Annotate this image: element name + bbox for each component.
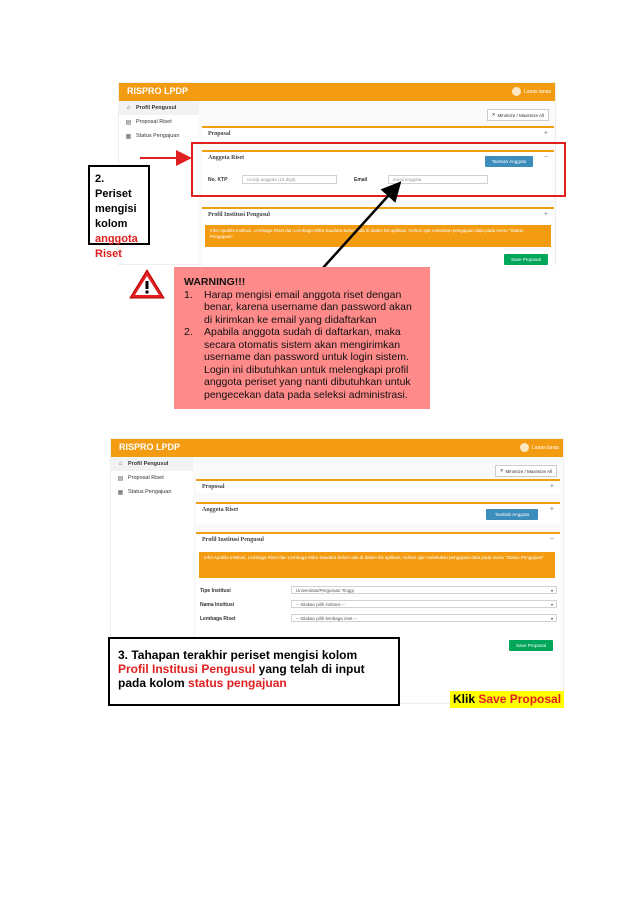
table-icon: ▦ bbox=[117, 489, 124, 496]
callout-text-highlight: status pengajuan bbox=[188, 676, 287, 690]
warning-box bbox=[174, 267, 430, 409]
collapse-icon: ✕ bbox=[499, 468, 504, 473]
nama-institusi-select[interactable] bbox=[291, 600, 557, 608]
sidebar-item-label: Proposal Riset bbox=[128, 475, 164, 481]
sidebar-item-label: Status Pengajuan bbox=[128, 489, 172, 495]
save-proposal-button[interactable]: Save Proposal bbox=[504, 254, 548, 265]
select-value: -- Silakan pilih lembaga riset -- bbox=[296, 615, 357, 621]
klik-text-highlight: Save Proposal bbox=[478, 692, 562, 706]
sidebar-item-label: Profil Pengusul bbox=[128, 461, 169, 467]
table-icon: ▦ bbox=[125, 133, 132, 140]
warning-title: WARNING!!! bbox=[184, 276, 246, 288]
warning-item-number: 1. bbox=[184, 288, 193, 301]
callout-text-highlight: Profil Institusi Pengusul bbox=[118, 662, 256, 676]
caret-down-icon: ▾ bbox=[550, 588, 553, 593]
panel-title: Profil Institusi Pengusul bbox=[208, 212, 270, 218]
sidebar-item-label: Profil Pengusul bbox=[136, 105, 177, 111]
home-icon: ⌂ bbox=[118, 461, 123, 467]
callout-profil-institusi bbox=[108, 637, 400, 706]
panel-title: Proposal bbox=[208, 131, 231, 137]
panel-title: Proposal bbox=[202, 484, 225, 490]
minus-icon[interactable]: − bbox=[549, 536, 554, 543]
email-input[interactable]: email anggota bbox=[388, 175, 488, 184]
info-alert: Info! Apabila Institusi, Lembaga Riset dan Lembaga Mitra Saudara belum ada di dalam list aplikasi, mohon ajar melaukan pengajuan data pada menu "Status Pengajuan" bbox=[205, 225, 551, 247]
document-icon: ▤ bbox=[117, 475, 124, 482]
warning-triangle-icon bbox=[128, 268, 166, 300]
tipe-institusi-select[interactable] bbox=[291, 586, 557, 594]
callout-line: anggota bbox=[95, 233, 138, 245]
app-brand[interactable]: RISPRO LPDP bbox=[119, 442, 181, 452]
select-value: -- Silakan pilih institusi -- bbox=[296, 601, 345, 607]
warning-item bbox=[184, 326, 420, 401]
panel-title: Profil Institusi Pengusul bbox=[202, 537, 264, 543]
caret-down-icon: ▾ bbox=[550, 602, 553, 607]
user-name: Lanas lanas bbox=[532, 444, 559, 451]
warning-item-number: 2. bbox=[184, 326, 193, 338]
panel-anggota-riset bbox=[196, 502, 560, 524]
tambah-anggota-button[interactable]: Tambah Anggota bbox=[485, 156, 533, 167]
app-brand[interactable]: RISPRO LPDP bbox=[127, 86, 189, 96]
minimize-label: Minimize / Maximize All bbox=[505, 468, 552, 474]
callout-text: 3. Tahapan terakhir periset mengisi kolom bbox=[118, 648, 358, 662]
ktp-label: No. KTP bbox=[208, 177, 228, 183]
ktp-input[interactable]: no.ktp anggota (16 digit) bbox=[242, 175, 337, 184]
sidebar-item-label: Proposal Riset bbox=[136, 119, 172, 125]
info-alert: Info! Apabila Institusi, Lembaga Riset dan Lembaga Mitra Saudara belum ada di dalam list aplikasi, mohon ajar melakukan pengajuan data pada menu "Status Pengajuan" bbox=[199, 552, 555, 578]
warning-item-text: Harap mengisi email anggota riset dengan benar, karena username dan password akan di kirimkan ke email yang didaftarkan bbox=[204, 288, 412, 326]
panel-proposal bbox=[196, 479, 560, 493]
sidebar-item-label: Status Pengajuan bbox=[136, 133, 180, 139]
klik-save-label bbox=[450, 691, 564, 708]
collapse-icon: ✕ bbox=[491, 112, 496, 117]
sidebar-item-proposal[interactable] bbox=[111, 471, 193, 485]
plus-icon[interactable]: + bbox=[549, 483, 554, 490]
tambah-anggota-button[interactable]: Tambah Anggota bbox=[486, 509, 538, 520]
user-menu[interactable] bbox=[520, 443, 559, 452]
plus-icon[interactable]: + bbox=[543, 130, 548, 137]
plus-icon[interactable]: + bbox=[543, 211, 548, 218]
nama-institusi-label: Nama Institusi bbox=[200, 602, 235, 608]
minimize-label: Minimize / Maximize All bbox=[497, 112, 544, 118]
email-label: Email bbox=[354, 177, 368, 183]
home-icon: ⌂ bbox=[126, 105, 131, 111]
tipe-institusi-label: Tipe Institusi bbox=[200, 588, 231, 594]
warning-item bbox=[184, 289, 420, 327]
avatar bbox=[520, 443, 529, 452]
caret-down-icon: ▾ bbox=[550, 616, 553, 621]
panel-title: Anggota Riset bbox=[202, 507, 239, 513]
minus-icon[interactable]: − bbox=[543, 154, 548, 161]
callout-line: 2. Periset bbox=[95, 173, 132, 200]
user-name: Lanas lanas bbox=[524, 88, 551, 95]
callout-line: Riset bbox=[95, 248, 122, 260]
top-navbar bbox=[111, 439, 563, 457]
plus-icon[interactable]: + bbox=[549, 506, 554, 513]
save-proposal-button[interactable]: Save Proposal bbox=[509, 640, 553, 651]
lembaga-riset-label: Lembaga Riset bbox=[200, 616, 236, 622]
callout-text: yang telah di input pada kolom bbox=[118, 662, 365, 690]
klik-text: Klik bbox=[453, 692, 479, 706]
lembaga-riset-select[interactable] bbox=[291, 614, 557, 622]
sidebar-item-profil[interactable] bbox=[111, 457, 193, 471]
warning-item-text: Apabila anggota sudah di daftarkan, maka secara otomatis sistem akan mengirimkan username dan password untuk login sistem. Login ini dibutuhkan untuk melengkapi profil anggota periset yang nanti dibutuhkan untuk pengecekan data pada seleksi administrasi. bbox=[204, 326, 411, 401]
callout-line: kolom bbox=[95, 218, 128, 230]
select-value: Universitas/Perguruan Tinggi bbox=[296, 587, 354, 593]
panel-title: Anggota Riset bbox=[208, 155, 245, 161]
minimize-all-button[interactable] bbox=[495, 465, 557, 477]
sidebar-item-status[interactable] bbox=[111, 485, 193, 499]
arrow-to-email bbox=[312, 185, 398, 280]
callout-line: mengisi bbox=[95, 203, 137, 215]
document-icon: ▤ bbox=[125, 119, 132, 126]
